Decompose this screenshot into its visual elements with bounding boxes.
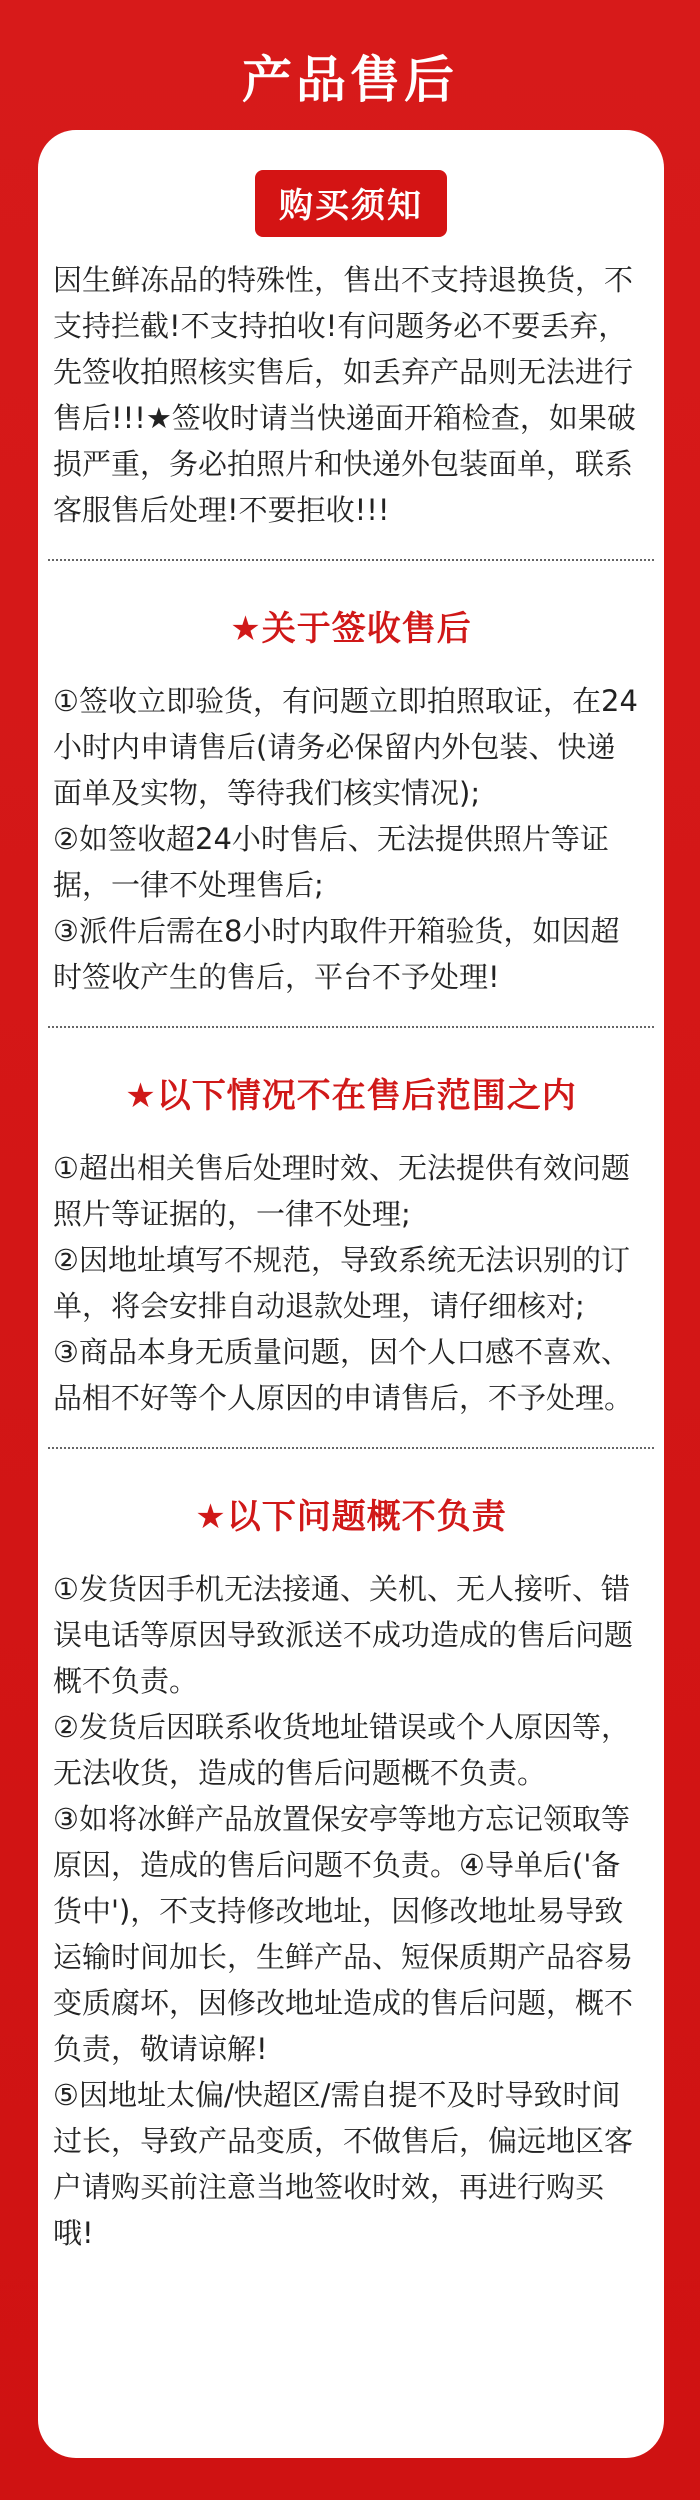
section-item: ③派件后需在8小时内取件开箱验货，如因超时签收产生的售后，平台不予处理! — [53, 914, 620, 994]
divider — [48, 1026, 654, 1028]
section-item: ①超出相关售后处理时效、无法提供有效问题照片等证据的，一律不处理; — [53, 1151, 630, 1231]
section-item: ②如签收超24小时售后、无法提供照片等证据，一律不处理售后; — [53, 822, 609, 902]
notice-badge-wrap — [38, 170, 664, 237]
page-title: 产品售后 — [242, 51, 458, 109]
section-item: ⑤因地址太偏/快超区/需自提不及时导致时间过长，导致产品变质，不做售后，偏远地区客户请购买前注意当地签收时效，再进行购买哦! — [53, 2078, 634, 2250]
section-item: ②发货后因联系收货地址错误或个人原因等，无法收货，造成的售后问题概不负责。 — [53, 1710, 630, 1790]
content-card — [38, 130, 664, 2458]
section-item: ①签收立即验货，有问题立即拍照取证，在24小时内申请售后(请务必保留内外包装、快递面单及实物，等待我们核实情况); — [53, 684, 638, 810]
section-item: ③商品本身无质量问题，因个人口感不喜欢、品相不好等个人原因的申请售后，不予处理。 — [53, 1335, 634, 1415]
section-heading-exclusions: ★以下情况不在售后范围之内 — [125, 1076, 577, 1116]
section-heading-signing: ★关于签收售后 — [230, 609, 472, 649]
section-heading-not-responsible: ★以下问题概不负责 — [195, 1497, 507, 1537]
notice-text: 因生鲜冻品的特殊性，售出不支持退换货，不支持拦截!不支持拍收!有问题务必不要丢弃，先签收拍照核实售后，如丢弃产品则无法进行售后!!!★签收时请当快递面开箱检查，如果破损严重，务必拍照片和快递外包装面单，联系客服售后处理!不要拒收!!! — [53, 263, 636, 527]
divider — [48, 559, 654, 561]
section-item: ②因地址填写不规范，导致系统无法识别的订单，将会安排自动退款处理，请仔细核对; — [53, 1243, 630, 1323]
section-item: ③如将冰鲜产品放置保安亭等地方忘记领取等原因，造成的售后问题不负责。④导单后('备货中')，不支持修改地址，因修改地址易导致运输时间加长，生鲜产品、短保质期产品容易变质腐坏，因修改地址造成的售后问题，概不负责，敬请谅解! — [53, 1802, 634, 2066]
divider — [48, 1447, 654, 1449]
notice-badge: 购买须知 — [255, 170, 447, 237]
section-item: ①发货因手机无法接通、关机、无人接听、错误电话等原因导致派送不成功造成的售后问题概不负责。 — [53, 1572, 634, 1698]
